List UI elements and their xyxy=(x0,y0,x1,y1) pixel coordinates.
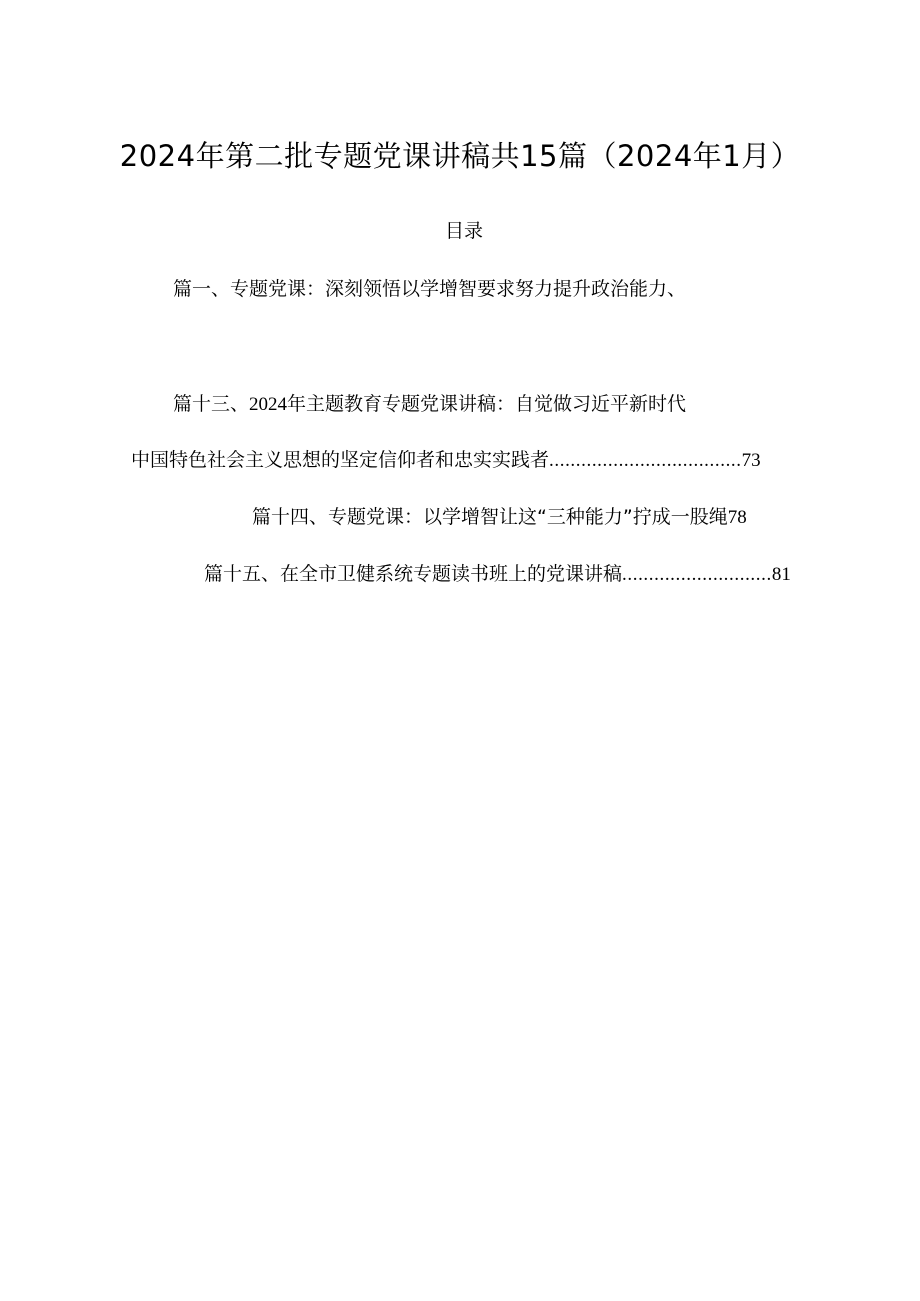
toc-entry-text: 篇十五、在全市卫健系统专题读书班上的党课讲稿 xyxy=(204,563,623,585)
toc-entry-15[interactable] xyxy=(204,561,791,588)
document-title: 2024年第二批专题党课讲稿共15篇（2024年1月） xyxy=(119,139,801,173)
toc-dot-leader: ............................ xyxy=(622,564,772,585)
toc-entry-text: 篇十四、专题党课：以学增智让这“三种能力”拧成一股绳 xyxy=(252,506,728,528)
toc-entry-text-prefix: 篇十三、 xyxy=(173,393,250,415)
toc-entry-1[interactable] xyxy=(173,276,686,302)
toc-page-number: 78 xyxy=(727,507,747,528)
toc-entry-13[interactable] xyxy=(173,391,686,418)
toc-page-number: 73 xyxy=(741,450,761,471)
toc-entry-text: 中国特色社会主义思想的坚定信仰者和忠实实践者 xyxy=(131,449,550,471)
toc-entry-14[interactable] xyxy=(252,504,747,531)
toc-entry-text: 篇一、专题党课：深刻领悟以学增智要求努力提升政治能力、 xyxy=(173,278,687,300)
toc-page-number: 81 xyxy=(771,564,791,585)
toc-dot-leader: .................................... xyxy=(549,450,742,471)
toc-heading: 目录 xyxy=(444,220,483,242)
toc-entry-13-continued[interactable] xyxy=(131,447,761,474)
toc-entry-text-rest: 年主题教育专题党课讲稿：自觉做习近平新时代 xyxy=(287,393,687,415)
toc-entry-year: 2024 xyxy=(249,394,288,415)
